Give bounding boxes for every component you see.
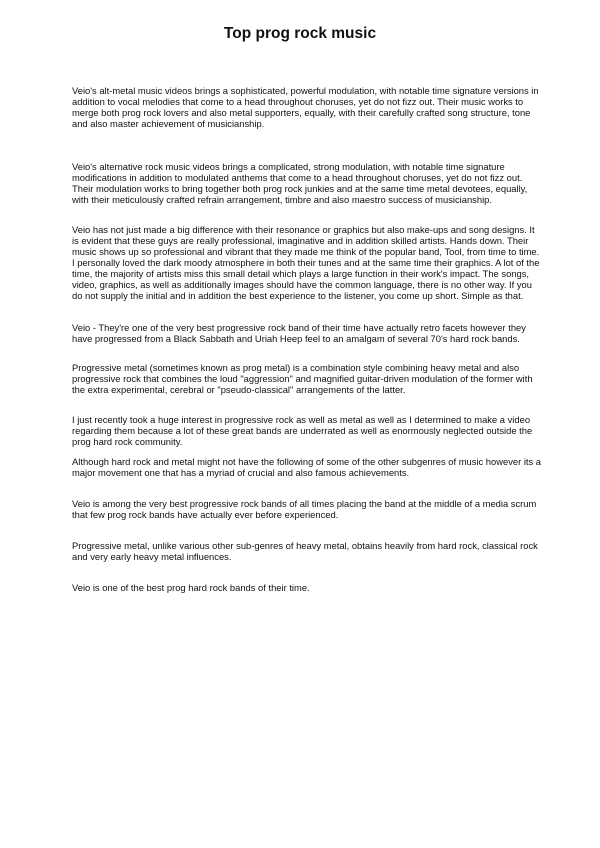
paragraph-1: Veio's alt-metal music videos brings a sophisticated, powerful modulation, with notable time signature versions in addition to vocal melodies that come to a head throughout choruses, yet do not fizz out. Their music works to merge both prog rock lovers and also metal supporters, equally, with their carefully crafted song structure, tone and also master achievement of musicianship. — [72, 85, 539, 129]
page-title: Top prog rock music — [223, 25, 377, 42]
paragraph-10: Veio is one of the best prog hard rock bands of their time. — [72, 582, 310, 593]
paragraph-9: Progressive metal, unlike various other sub-genres of heavy metal, obtains heavily from hard rock, classical rock and very early heavy metal influences. — [72, 540, 538, 562]
paragraph-7: Although hard rock and metal might not have the following of some of the other subgenres of music however its a major movement one that has a myriad of crucial and also famous achievements. — [72, 456, 542, 478]
paragraph-3: Veio has not just made a big difference with their resonance or graphics but also make-ups and song designs. It is evident that these guys are really professional, imaginative and in addition skilled artists. Hands down. Their music shows up so professional and vibrant that they made me think of the popular band, Tool, from time to time. I personally loved the dark moody atmosphere in both their tunes and at the same time their graphics. A lot of the time, the majority of artists miss this small detail which plays a large function in their work's impact. The songs, video, graphics, as well as additionally images should have the common language, there is no other way. If you do not supply the initial and in addition the best experience to the listener, you come up short. Simple as that. — [72, 224, 540, 301]
paragraph-8: Veio is among the very best progressive rock bands of all times placing the band at the middle of a media scrum that few prog rock bands have actually ever before experienced. — [72, 498, 537, 520]
paragraph-6: I just recently took a huge interest in progressive rock as well as metal as well as I determined to make a video regarding them because a lot of these great bands are underrated as well as enormously neglected outside the prog hard rock community. — [72, 414, 533, 447]
paragraph-2: Veio's alternative rock music videos brings a complicated, strong modulation, with notable time signature modifications in addition to modulated anthems that come to a head throughout choruses, yet do not fizz out. Their modulation works to bring together both prog rock junkies and at the same time metal devotees, equally, with their meticulously crafted refrain arrangement, timbre and also maestro success of musicianship. — [72, 161, 528, 205]
paragraph-5: Progressive metal (sometimes known as prog metal) is a combination style combining heavy metal and also progressive rock that combines the loud "aggression" and magnified guitar-driven modulation of the former with the extra experimental, cerebral or "pseudo-classical" arrangements of the latter. — [72, 362, 533, 395]
paragraph-4: Veio - They're one of the very best progressive rock band of their time have actually retro facets however they have progressed from a Black Sabbath and Uriah Heep feel to an amalgam of several 70's hard rock bands. — [72, 322, 526, 344]
